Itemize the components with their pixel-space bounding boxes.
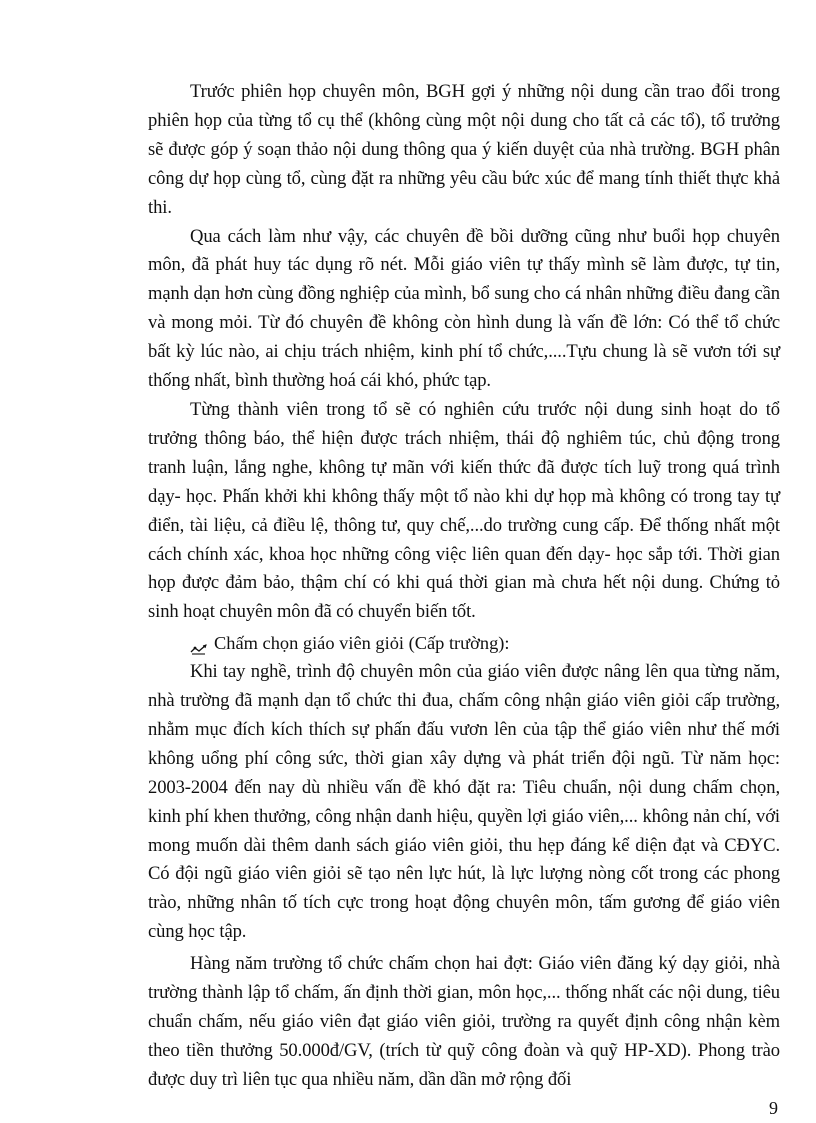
paragraph-4: Khi tay nghề, trình độ chuyên môn của giáo viên được nâng lên qua từng năm, nhà trường đã mạnh dạn tổ chức thi đua, chấm công nhận giáo viên giỏi cấp trường, nhằm mục đích kích thích sự phấn đấu vươn lên của tập thể giáo viên như thế mới không uổng phí công sức, thời gian xây dựng và phát triển đội ngũ. Từ năm học: 2003-2004 đến nay dù nhiều vấn đề khó đặt ra: Tiêu chuẩn, nội dung chấm chọn, kinh phí khen thưởng, công nhận danh hiệu, quyền lợi giáo viên,... không nản chí, với mong muốn dài thêm danh sách giáo viên giỏi, thu hẹp đáng kể diện đạt và CĐYC. Có đội ngũ giáo viên giỏi sẽ tạo nên lực hút, là lực lượng nòng cốt trong các phong trào, những nhân tố tích cực trong hoạt động chuyên môn, tấm gương để giáo viên cùng học tập.: [148, 661, 780, 943]
document-body: [148, 78, 780, 1095]
paragraph-3: Từng thành viên trong tổ sẽ có nghiên cứu trước nội dung sinh hoạt do tổ trưởng thông báo, thể hiện được trách nhiệm, thái độ nghiêm túc, chủ động trong tranh luận, lắng nghe, không tự mãn với kiến thức đã được tích luỹ trong quá trình dạy- học. Phấn khởi khi không thấy một tổ nào khi dự họp mà không có trong tay tự điển, tài liệu, cả điều lệ, thông tư, quy chế,...do trường cung cấp. Để thống nhất một cách chính xác, khoa học những công việc liên quan đến dạy- học sắp tới. Thời gian họp được đảm bảo, thậm chí có khi quá thời gian mà chưa hết nội dung. Chứng tỏ sinh hoạt chuyên môn đã có chuyển biến tốt.: [148, 398, 780, 623]
paragraph-1: Trước phiên họp chuyên môn, BGH gợi ý những nội dung cần trao đổi trong phiên họp của từng tổ cụ thể (không cùng một nội dung cho tất cả các tổ), tổ trưởng sẽ được góp ý soạn thảo nội dung thông qua ý kiến duyệt của nhà trường. BGH phân công dự họp cùng tổ, cùng đặt ra những yêu cầu bức xúc để mang tính thiết thực khả thi.: [148, 81, 780, 218]
section-heading: [148, 629, 780, 658]
paragraph-5: Hàng năm trường tổ chức chấm chọn hai đợt: Giáo viên đăng ký dạy giỏi, nhà trường thành lập tổ chấm, ấn định thời gian, môn học,... thống nhất các nội dung, tiêu chuẩn chấm, nếu giáo viên đạt giáo viên giỏi, trường ra quyết định công nhận kèm theo tiền thưởng 50.000đ/GV, (trích từ quỹ công đoàn và quỹ HP-XD). Phong trào được duy trì liên tục qua nhiều năm, dần dần mở rộng đối: [148, 953, 780, 1090]
writing-hand-icon: [190, 637, 208, 651]
paragraph-2: Qua cách làm như vậy, các chuyên đề bồi dưỡng cũng như buổi họp chuyên môn, đã phát huy tác dụng rõ nét. Mỗi giáo viên tự thấy mình sẽ làm được, tự tin, mạnh dạn hơn cùng đồng nghiệp của mình, bổ sung cho cá nhân những điều đang cần và mong mỏi. Từ đó chuyên đề không còn hình dung là vấn đề lớn: Có thể tổ chức bất kỳ lúc nào, ai chịu trách nhiệm, kinh phí tổ chức,....Tựu chung là sẽ vươn tới sự thống nhất, bình thường hoá cái khó, phức tạp.: [148, 225, 780, 392]
section-heading-text: Chấm chọn giáo viên giỏi (Cấp trường):: [214, 633, 510, 654]
page-number: 9: [769, 1098, 778, 1118]
